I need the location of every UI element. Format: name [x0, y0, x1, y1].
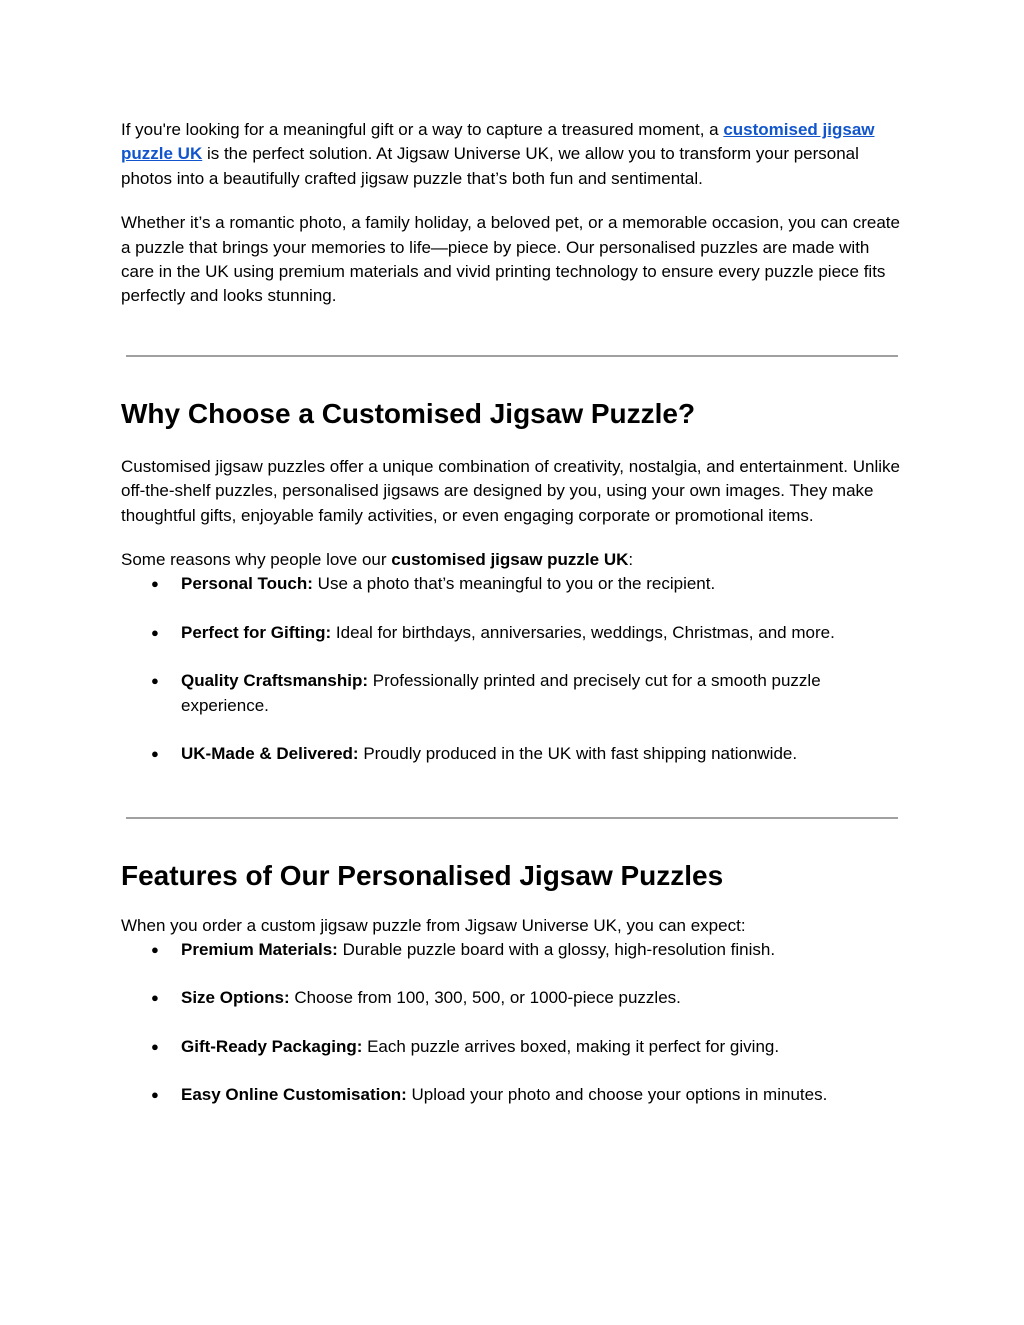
list-item-text: Upload your photo and choose your options in minutes.	[406, 1085, 828, 1105]
list-item-text: Use a photo that’s meaningful to you or the recipient.	[312, 574, 716, 594]
list-item-text: Each puzzle arrives boxed, making it perfect for giving.	[362, 1036, 780, 1056]
list-item	[121, 1035, 903, 1059]
reasons-list	[121, 572, 903, 766]
list-item-title: Size Options:	[181, 988, 290, 1008]
bullet-icon: ●	[151, 1038, 159, 1054]
why-paragraph-1: Customised jigsaw puzzles offer a unique combination of creativity, nostalgia, and entertainment. Unlike off-the-shelf puzzles, personalised jigsaws are designed by you, using your own images. They make thoughtful gifts, enjoyable family activities, or even engaging corporate or promotional items.	[121, 456, 900, 525]
bullet-icon: ●	[151, 746, 159, 762]
bullet-icon: ●	[151, 941, 159, 957]
list-item	[121, 1083, 903, 1107]
customised-jigsaw-puzzle-link[interactable]: customised jigsaw puzzle UK	[121, 120, 875, 164]
list-item-text: Professionally printed and precisely cut for a smooth puzzle experience.	[181, 671, 821, 715]
features-heading: Features of Our Personalised Jigsaw Puzzles	[121, 859, 724, 891]
why-choose-heading: Why Choose a Customised Jigsaw Puzzle?	[121, 397, 696, 429]
list-item-text: Choose from 100, 300, 500, or 1000-piece puzzles.	[289, 988, 681, 1008]
bullet-icon: ●	[151, 576, 159, 592]
document-page	[121, 118, 903, 1108]
list-item-text: Durable puzzle board with a glossy, high-resolution finish.	[337, 939, 776, 959]
list-item	[121, 621, 903, 645]
list-item	[121, 986, 903, 1010]
intro-text-before-link: If you're looking for a meaningful gift or a way to capture a treasured moment, a	[121, 120, 724, 139]
list-item	[121, 572, 903, 596]
list-item-title: UK-Made & Delivered:	[181, 744, 359, 764]
list-item-title: Gift-Ready Packaging:	[181, 1036, 363, 1056]
intro-text-after-link: is the perfect solution. At Jigsaw Universe UK, we allow you to transform your personal photos into a beautifully crafted jigsaw puzzle that’s both fun and sentimental.	[121, 144, 859, 188]
list-item	[121, 669, 903, 718]
list-item-text: Proudly produced in the UK with fast shipping nationwide.	[358, 744, 798, 764]
intro-paragraph-2: Whether it’s a romantic photo, a family holiday, a beloved pet, or a memorable occasion, you can create a puzzle that brings your memories to life—piece by piece. Our personalised puzzles are made with care in the UK using premium materials and vivid printing technology to ensure every puzzle piece fits perfectly and looks stunning.	[121, 213, 900, 306]
list-item-text: Ideal for birthdays, anniversaries, weddings, Christmas, and more.	[331, 622, 835, 642]
section-divider-2	[126, 817, 898, 819]
list-item	[121, 742, 903, 766]
why-paragraph-2	[121, 548, 903, 572]
bullet-icon: ●	[151, 673, 159, 689]
intro-paragraph-1	[121, 118, 903, 191]
section-divider-1	[126, 355, 898, 357]
why-bold-phrase: customised jigsaw puzzle UK	[391, 550, 629, 570]
list-item-title: Quality Craftsmanship:	[181, 671, 369, 691]
list-item	[121, 938, 903, 962]
features-list	[121, 938, 903, 1108]
why-text-before-bold: Some reasons why people love our	[121, 550, 392, 570]
features-paragraph-1: When you order a custom jigsaw puzzle from Jigsaw Universe UK, you can expect:	[121, 915, 746, 935]
why-text-after-bold: :	[628, 550, 634, 570]
bullet-icon: ●	[151, 624, 159, 640]
list-item-title: Premium Materials:	[181, 939, 338, 959]
bullet-icon: ●	[151, 1087, 159, 1103]
list-item-title: Personal Touch:	[181, 574, 313, 594]
list-item-title: Easy Online Customisation:	[181, 1085, 407, 1105]
bullet-icon: ●	[151, 990, 159, 1006]
list-item-title: Perfect for Gifting:	[181, 622, 332, 642]
